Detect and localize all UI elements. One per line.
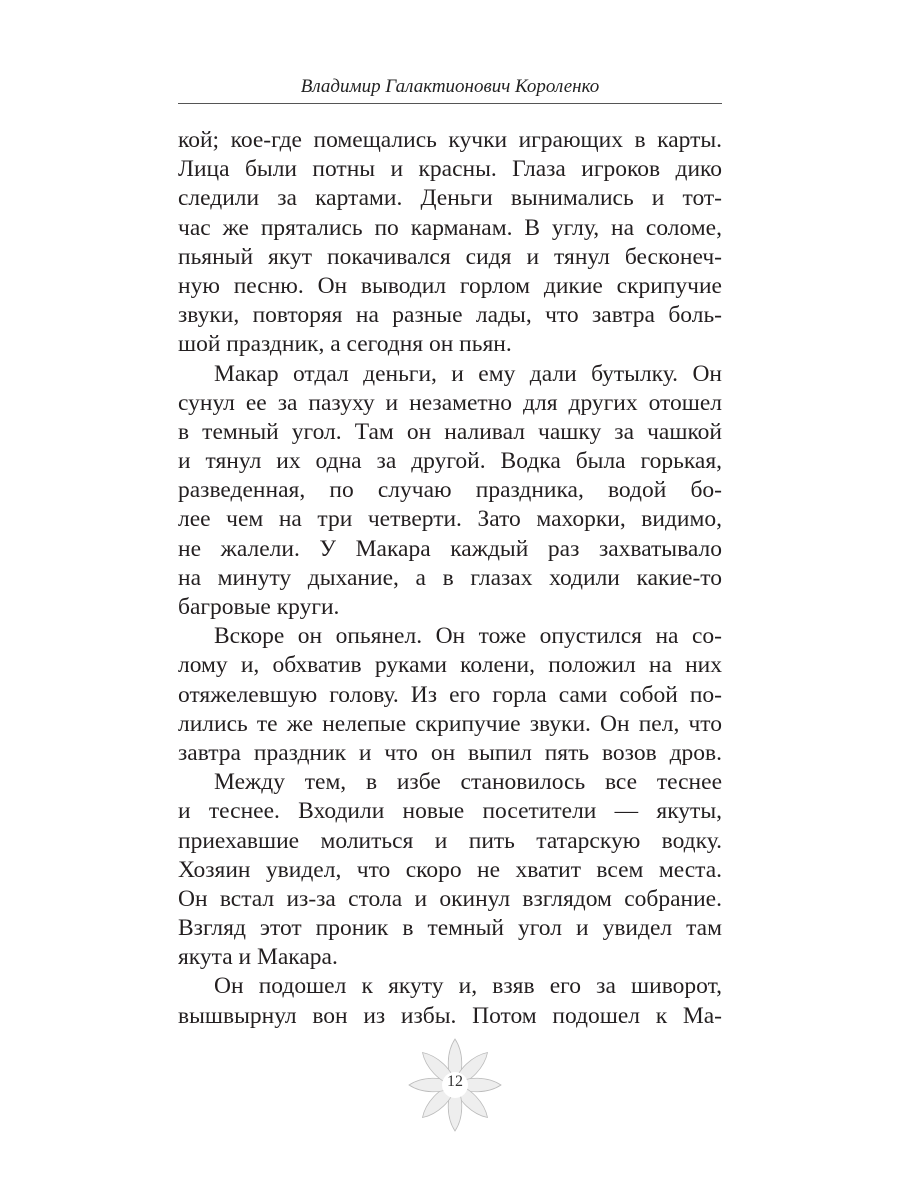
text-line: лее чем на три четверти. Зато махорки, видимо, (178, 506, 722, 533)
text-line: и теснее. Входили новые посетители — якуты, (178, 798, 722, 825)
text-line: якута и Макара. (178, 944, 338, 971)
text-line: Он встал из-за стола и окинул взглядом собрание. (178, 885, 722, 912)
text-line: и тянул их одна за другой. Водка была горькая, (178, 448, 722, 475)
header-rule (178, 103, 722, 104)
text-line: следили за картами. Деньги вынимались и тот- (178, 185, 722, 212)
text-line: в темный угол. Там он наливал чашку за чашкой (178, 418, 722, 445)
text-line: звуки, повторяя на разные лады, что завтра боль- (178, 302, 722, 329)
text-line: сунул ее за пазуху и незаметно для других отошел (178, 389, 722, 416)
running-head-author: Владимир Галактионович Короленко (300, 76, 600, 97)
text-line: Лица были потны и красны. Глаза игроков дико (178, 156, 722, 183)
text-line: отяжелевшую голову. Из его горла сами собой по- (178, 681, 722, 708)
body-text (178, 126, 722, 1031)
text-line: час же прятались по карманам. В углу, на соломе, (178, 214, 722, 241)
text-line: не жалели. У Макара каждый раз захватывало (178, 535, 722, 562)
text-line: вышвырнул вон из избы. Потом подошел к Ма- (178, 1002, 722, 1029)
text-line: Вскоре он опьянел. Он тоже опустился на со- (214, 623, 722, 650)
text-line: завтра праздник и что он выпил пять возов дров. (178, 739, 722, 766)
text-line: лились те же нелепые скрипучие звуки. Он пел, что (178, 710, 722, 737)
text-line: приехавшие молиться и пить татарскую водку. (178, 827, 722, 854)
page-number: 12 (447, 1073, 463, 1090)
text-line: ную песню. Он выводил горлом дикие скрипучие (178, 272, 722, 299)
text-line: шой праздник, а сегодня он пьян. (178, 331, 512, 358)
text-line: Между тем, в избе становилось все теснее (214, 769, 722, 796)
text-line: багровые круги. (178, 594, 340, 620)
text-line: Взгляд этот проник в темный угол и увидел там (178, 915, 722, 942)
text-line: на минуту дыхание, а в глазах ходили какие-то (178, 564, 722, 591)
text-line: Он подошел к якуту и, взяв его за шиворот, (214, 973, 722, 1000)
text-line: лому и, обхватив руками колени, положил на них (178, 652, 722, 679)
text-line: пьяный якут покачивался сидя и тянул бесконеч- (178, 243, 722, 270)
text-line: Макар отдал деньги, и ему дали бутылку. Он (214, 360, 722, 387)
text-line: кой; кое-где помещались кучки играющих в карты. (178, 127, 722, 153)
text-line: разведенная, по случаю праздника, водой бо- (178, 477, 722, 504)
page-number-ornament (405, 1035, 505, 1135)
text-line: Хозяин увидел, что скоро не хватит всем места. (178, 856, 722, 883)
